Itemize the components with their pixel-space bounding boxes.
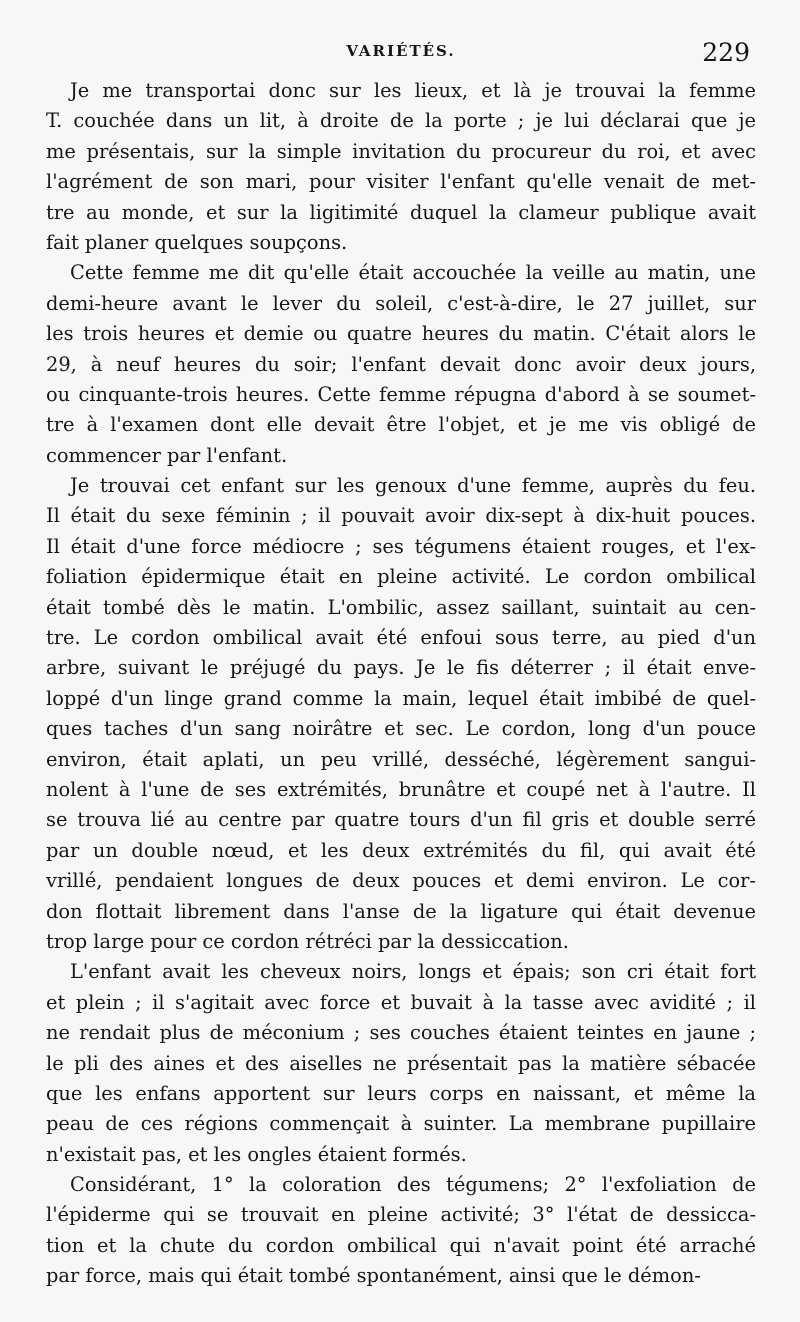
text-line: était tombé dès le matin. L'ombilic, assez saillant, suintait au cen- — [46, 595, 756, 619]
text-line: n'existait pas, et les ongles étaient formés. — [46, 1142, 467, 1166]
paragraph — [46, 471, 756, 957]
text-line: arbre, suivant le préjugé du pays. Je le fis déterrer ; il était enve- — [46, 656, 756, 680]
text-line: me présentais, sur la simple invitation du procureur du roi, et avec — [46, 139, 756, 163]
text-line: Je me transportai donc sur les lieux, et là je trouvai la femme — [70, 79, 756, 102]
text-line: l'épiderme qui se trouvait en pleine activité; 3° l'état de dessicca- — [46, 1203, 756, 1227]
text-line: fait planer quelques soupçons. — [46, 230, 348, 254]
paragraph — [46, 76, 756, 258]
text-line: l'agrément de son mari, pour visiter l'enfant qu'elle venait de met- — [46, 170, 756, 194]
text-line: Il était du sexe féminin ; il pouvait avoir dix-sept à dix-huit pouces. — [46, 504, 756, 528]
text-line: 29, à neuf heures du soir; l'enfant devait donc avoir deux jours, — [46, 352, 756, 376]
text-line: les trois heures et demie ou quatre heures du matin. C'était alors le — [46, 322, 756, 346]
text-line: tre au monde, et sur la ligitimité duquel la clameur publique avait — [46, 200, 756, 224]
text-line: que les enfans apportent sur leurs corps en naissant, et même la — [46, 1081, 756, 1105]
text-line: trop large pour ce cordon rétréci par la dessiccation. — [46, 929, 569, 953]
text-line: par force, mais qui était tombé spontanément, ainsi que le démon- — [46, 1264, 701, 1288]
text-line: tre à l'examen dont elle devait être l'objet, et je me vis obligé de — [46, 413, 756, 437]
text-line: ou cinquante-trois heures. Cette femme répugna d'abord à se soumet- — [46, 382, 756, 406]
text-line: foliation épidermique était en pleine activité. Le cordon ombilical — [46, 565, 756, 589]
text-line: le pli des aines et des aiselles ne présentait pas la matière sébacée — [46, 1051, 756, 1075]
text-line: Je trouvai cet enfant sur les genoux d'une femme, auprès du feu. — [70, 474, 756, 498]
text-line: T. couchée dans un lit, à droite de la porte ; je lui déclarai que je — [46, 109, 756, 133]
text-line: par un double nœud, et les deux extrémités du fil, qui avait été — [46, 838, 756, 862]
text-line: ne rendait plus de méconium ; ses couches étaient teintes en jaune ; — [46, 1021, 756, 1045]
paragraph — [46, 258, 756, 471]
text-line: ques taches d'un sang noirâtre et sec. Le cordon, long d'un pouce — [46, 717, 756, 741]
text-line: se trouva lié au centre par quatre tours d'un fil gris et double serré — [46, 808, 756, 832]
paragraph — [46, 1170, 756, 1292]
text-line: demi-heure avant le lever du soleil, c'est-à-dire, le 27 juillet, sur — [46, 291, 756, 315]
text-line: peau de ces régions commençait à suinter. La membrane pupillaire — [46, 1112, 756, 1136]
text-line: loppé d'un linge grand comme la main, lequel était imbibé de quel- — [46, 686, 756, 710]
body-text — [46, 76, 756, 1292]
text-line: et plein ; il s'agitait avec force et buvait à la tasse avec avidité ; il — [46, 990, 756, 1014]
text-line: L'enfant avait les cheveux noirs, longs et épais; son cri était fort — [70, 960, 756, 984]
text-line: tion et la chute du cordon ombilical qui n'avait point été arraché — [46, 1233, 756, 1257]
text-line: nolent à l'une de ses extrémités, brunâtre et coupé net à l'autre. Il — [46, 777, 756, 801]
page-header — [46, 38, 756, 76]
text-line: environ, était aplati, un peu vrillé, desséché, légèrement sangui- — [46, 747, 756, 771]
text-line: commencer par l'enfant. — [46, 443, 288, 467]
text-line: Considérant, 1° la coloration des tégumens; 2° l'exfoliation de — [70, 1173, 756, 1197]
text-line: Il était d'une force médiocre ; ses tégumens étaient rouges, et l'ex- — [46, 534, 756, 558]
page-number: 229 — [702, 38, 750, 67]
text-line: vrillé, pendaient longues de deux pouces et demi environ. Le cor- — [46, 869, 756, 893]
text-line: Cette femme me dit qu'elle était accouchée la veille au matin, une — [70, 261, 756, 285]
text-line: tre. Le cordon ombilical avait été enfoui sous terre, au pied d'un — [46, 626, 756, 650]
text-line: don flottait librement dans l'anse de la ligature qui était devenue — [46, 899, 756, 923]
paragraph — [46, 957, 756, 1170]
running-head: VARIÉTÉS. — [346, 42, 456, 60]
